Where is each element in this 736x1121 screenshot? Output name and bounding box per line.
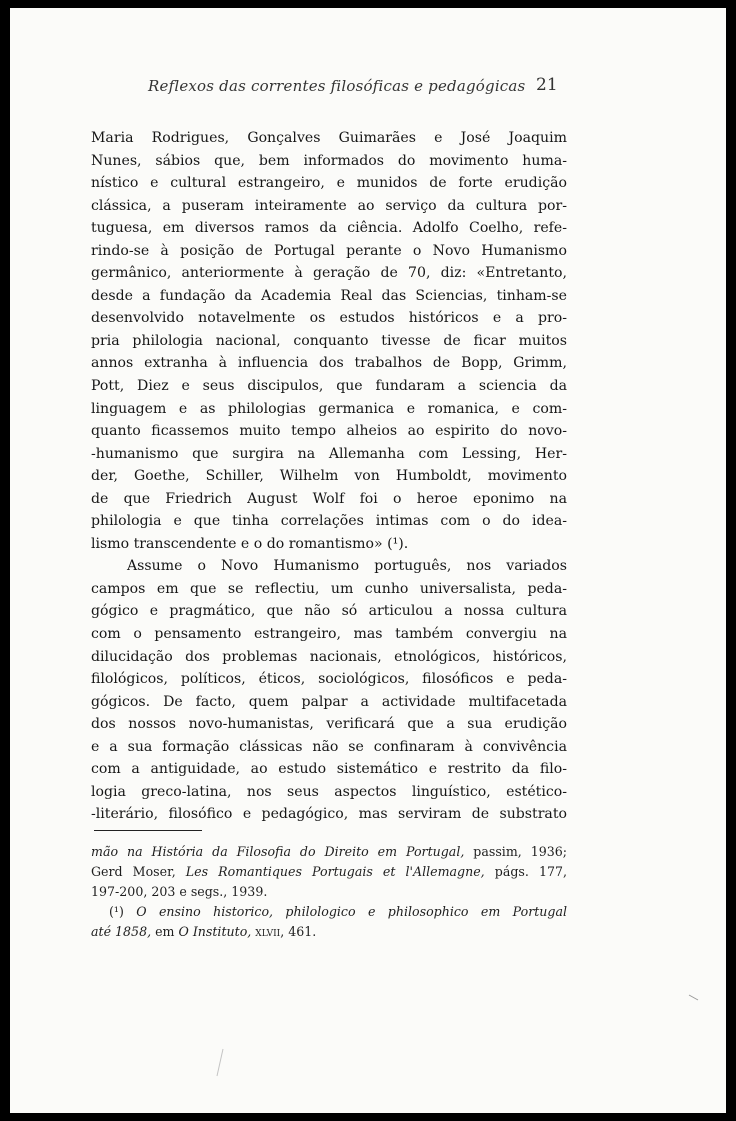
text-line: dilucidação dos problemas nacionais, etnológicos, históricos, [91, 648, 567, 665]
footnote-line [91, 862, 567, 882]
text-line: Assume o Novo Humanismo português, nos variados [127, 558, 567, 575]
footnote-italic: O ensino historico, philologico e philosophico em Portugal [136, 904, 567, 919]
text-line: lismo transcendente e o do romantismo» (¹). [91, 535, 409, 552]
page-number: 21 [536, 75, 558, 95]
body-text [91, 127, 567, 826]
footnote-text: 197-200, 203 e segs., 1939. [91, 884, 268, 899]
text-line: -literário, filosófico e pedagógico, mas serviram de substrato [91, 806, 567, 823]
footnote-text: , 461. [280, 924, 317, 939]
footnote-rule [94, 830, 202, 831]
text-line: annos extranha à influencia dos trabalhos de Bopp, Grimm, [91, 355, 567, 372]
text-line: Maria Rodrigues, Gonçalves Guimarães e José Joaquim [91, 130, 567, 146]
text-line: germânico, anteriormente à geração de 70, diz: «Entretanto, [91, 265, 567, 282]
footnote-text: passim, 1936; [464, 844, 567, 859]
text-line: e a sua formação clássicas não se confinaram à convivência [91, 738, 567, 755]
text-line: desenvolvido notavelmente os estudos históricos e a pro- [91, 310, 567, 327]
text-line: com a antiguidade, ao estudo sistemático e restrito da filo- [91, 761, 567, 778]
text-line: tuguesa, em diversos ramos da ciência. Adolfo Coelho, refe- [91, 220, 567, 237]
footnote-italic: O Instituto, [178, 924, 252, 939]
footnote-italic: mão na História da Filosofia do Direito em Portugal, [91, 844, 465, 859]
text-line: clássica, a puseram inteiramente ao serviço da cultura por- [91, 197, 567, 214]
page-header [10, 72, 726, 102]
footnote-text: págs. 177, [484, 864, 567, 879]
text-line: dos nossos novo-humanistas, verificará que a sua erudição [91, 716, 567, 733]
text-line: der, Goethe, Schiller, Wilhelm von Humboldt, movimento [91, 468, 567, 485]
text-line: rindo-se à posição de Portugal perante o Novo Humanismo [91, 242, 567, 259]
running-title: Reflexos das correntes filosóficas e pedagógicas [148, 77, 526, 95]
footnote-text: Gerd Moser, [91, 864, 186, 879]
footnote-marker: (¹) [109, 904, 137, 919]
footnote-line [91, 902, 567, 922]
text-line: philologia e que tinha correlações intimas com o do idea- [91, 513, 567, 530]
text-line: gógicos. De facto, quem palpar a actividade multifacetada [91, 693, 567, 710]
text-line: campos em que se reflectiu, um cunho universalista, peda- [91, 580, 567, 597]
text-line: de que Friedrich August Wolf foi o heroe eponimo na [91, 490, 567, 507]
footnotes [91, 842, 567, 942]
text-line: pria philologia nacional, conquanto tivesse de ficar muitos [91, 332, 567, 349]
text-line: nístico e cultural estrangeiro, e munidos de forte erudição [91, 175, 567, 192]
text-line: filológicos, políticos, éticos, sociológicos, filosóficos e peda- [91, 671, 567, 688]
text-line: com o pensamento estrangeiro, mas também convergiu na [91, 626, 567, 643]
footnote-line [91, 882, 567, 902]
text-line: Nunes, sábios que, bem informados do movimento huma- [91, 152, 567, 169]
paper-speck [215, 1048, 225, 1078]
footnote-italic: até 1858, [91, 924, 152, 939]
footnote-text: em [151, 924, 179, 939]
text-line: Pott, Diez e seus discipulos, que fundaram a sciencia da [91, 378, 567, 395]
footnote-line [91, 922, 567, 942]
paper-speck [688, 993, 700, 1003]
footnote-smallcaps: xlvii [251, 924, 281, 939]
text-line: gógico e pragmático, que não só articulou a nossa cultura [91, 603, 567, 620]
book-page [10, 8, 726, 1113]
text-line: quanto ficassemos muito tempo alheios ao espirito do novo- [91, 423, 567, 440]
text-line: -humanismo que surgira na Allemanha com Lessing, Her- [91, 445, 567, 462]
text-line: logia greco-latina, nos seus aspectos linguístico, estético- [91, 783, 567, 800]
footnote-line [91, 842, 567, 862]
text-line: linguagem e as philologias germanica e romanica, e com- [91, 400, 567, 417]
footnote-italic: Les Romantiques Portugais et l'Allemagne, [185, 864, 485, 879]
text-line: desde a fundação da Academia Real das Sciencias, tinham-se [91, 287, 567, 304]
